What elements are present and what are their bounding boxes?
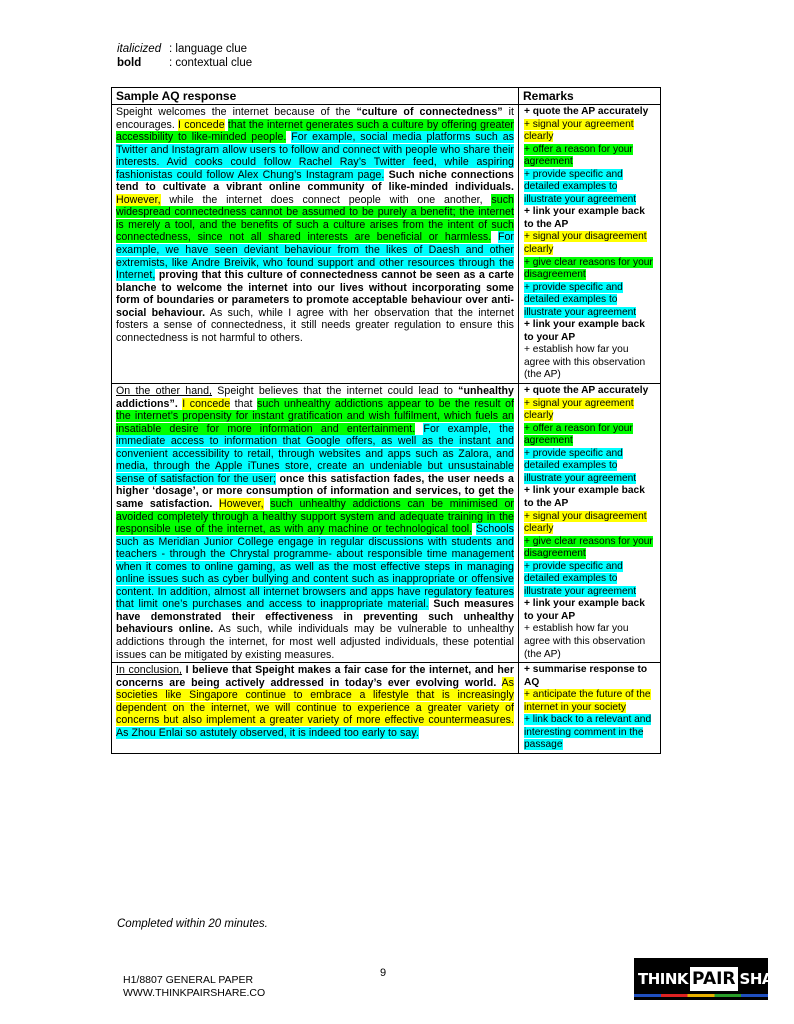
header-remarks: Remarks <box>519 88 661 105</box>
remark-item <box>524 319 655 344</box>
text-segment: As such, while I agree with her observation that the internet fosters a sense of connectedness, it still needs greater regulation to ensure this connectedness is not harmful to others. <box>116 306 514 344</box>
remark-item <box>524 206 655 231</box>
text-segment: that <box>230 397 257 410</box>
bold-text: “unhealthy addictions”. <box>116 385 514 410</box>
remark-item <box>524 714 655 752</box>
remark-item <box>524 423 655 448</box>
thinkpairshare-logo <box>634 958 794 1000</box>
bold-text: Such niche connections tend to cultivate a vibrant online community of like-minded individuals. <box>116 168 514 194</box>
highlight-green: + give clear reasons for your disagreement <box>524 256 653 281</box>
legend <box>117 42 252 70</box>
remark-item <box>524 448 655 486</box>
highlight-yellow: However, <box>219 497 264 510</box>
legend-key-italic: italicized <box>117 43 162 55</box>
table-row <box>112 105 661 384</box>
text-segment: Speight welcomes the internet because of the <box>116 106 357 118</box>
highlight-green: + offer a reason for your agreement <box>524 422 633 447</box>
highlight-cyan: For example, we have seen deviant behaviour from the likes of Daesh and other extremists, like Andre Breivik, who found support and other resources through the Internet, <box>116 231 514 282</box>
bold-text: + link your example back to the AP <box>524 485 645 509</box>
highlight-cyan: For example, the immediate access to information that Google offers, as well as the instant and convenient accessibility to retail, through websites and apps such as Zalora, and media, through the Apple iTunes store, create an undeniable but unsustainable sense of satisfaction for the user; <box>116 422 514 485</box>
remark-item <box>524 511 655 536</box>
table-row <box>112 663 661 754</box>
text-segment: + establish how far you agree with this observation (the AP) <box>524 623 646 660</box>
remarks-cell <box>519 105 661 384</box>
logo-share: SHARE <box>739 970 794 988</box>
highlight-yellow: As societies like Singapore continue to embrace a lifestyle that is increasingly dependent on the internet, we will continue to experience a greater variety of concerns but also implement a greater variety of more effective countermeasures. <box>116 676 514 727</box>
footer-url: WWW.THINKPAIRSHARE.CO <box>123 987 266 999</box>
highlight-green: such unhealthy addictions appear to be the result of the internet’s propensity for instant gratification and wish fulfilment, which fuels an insatiable desire for more information and entertainment. <box>116 397 515 435</box>
highlight-yellow: + signal your agreement clearly <box>524 118 634 143</box>
legend-row-italic <box>117 42 252 56</box>
underlined-text: On the other hand, <box>116 385 213 398</box>
header-response: Sample AQ response <box>112 88 519 105</box>
remark-item <box>524 398 655 423</box>
highlight-yellow: However, <box>116 193 161 206</box>
bold-text: proving that this culture of connectedness cannot be seen as a carte blanche to welcome the internet into our lives without incorporating some form of boundaries or parameters to promote acceptable behaviour over anti-social behaviour. <box>116 269 514 319</box>
remark-item <box>524 231 655 256</box>
bold-text: + summarise response to AQ <box>524 664 648 688</box>
footer-course: H1/8807 GENERAL PAPER <box>123 974 254 986</box>
bold-text: Such measures have demonstrated their effectiveness in preventing such unhealthy behaviours online. <box>116 598 514 636</box>
highlight-cyan: + provide specific and detailed examples to illustrate your agreement <box>524 447 637 484</box>
sample-aq-table <box>111 87 661 754</box>
highlight-yellow: + signal your agreement clearly <box>524 397 634 422</box>
text-segment: it encourages. <box>116 106 514 131</box>
completion-note: Completed within 20 minutes. <box>117 918 268 930</box>
highlight-cyan: + provide specific and detailed examples to illustrate your agreement <box>524 168 637 205</box>
table-header-row <box>112 88 661 105</box>
highlight-green: + offer a reason for your agreement <box>524 143 633 168</box>
logo-think: THINK <box>638 970 689 988</box>
response-cell <box>112 105 519 384</box>
text-segment: Speight believes that the internet could lead to <box>212 385 459 398</box>
highlight-yellow: I concede <box>182 397 231 410</box>
remark-item <box>524 257 655 282</box>
remark-item <box>524 385 655 398</box>
remark-item <box>524 169 655 207</box>
bold-text: once this satisfaction fades, the user needs a higher ‘dosage’, or more consumption of information and services, to get the same satisfaction. <box>116 472 514 510</box>
highlight-green: such widespread connectedness cannot be assumed to be purely a benefit; the internet is merely a tool, and the benefits of such a culture arises from the intent of such connectedness, since not all shared interests are beneficial or harmless. <box>116 193 514 244</box>
page-number: 9 <box>380 967 387 979</box>
remark-item <box>524 106 655 119</box>
text-segment <box>491 231 498 243</box>
remark-item <box>524 561 655 599</box>
text-segment: while the internet does connect people with one another, <box>160 193 492 206</box>
remark-item <box>524 598 655 623</box>
logo-pair: PAIR <box>692 969 736 989</box>
bold-text: + link your example back to the AP <box>524 206 645 230</box>
bold-text: I believe that Speight makes a fair case for the internet, and her concerns are being actively addressed in today’s ever evolving world. <box>116 664 514 689</box>
remarks-cell <box>519 384 661 663</box>
bold-text: + link your example back to your AP <box>524 319 645 343</box>
highlight-cyan: As Zhou Enlai so astutely observed, it is indeed too early to say. <box>116 726 419 739</box>
highlight-cyan: Schools such as Meridian Junior College engage in regular discussions with students and teachers - through the Chrystal programme- about responsible time management when it comes to online gaming, as well as the most effective steps in managing online issues such as cyber bullying and content such as inappropriate or offensive content. In addition, almost all internet browsers and apps have regulatory features that limit one’s purchases and access to inappropriate material. <box>116 523 514 611</box>
highlight-green: such unhealthy addictions can be minimised or avoided completely through a healthy support system and adequate training in the responsible use of the internet, as with any machine or technological tool. <box>116 497 514 536</box>
legend-key-bold: bold <box>117 57 142 69</box>
highlight-cyan: + link back to a relevant and interesting comment in the passage <box>524 714 652 751</box>
bold-text: + quote the AP accurately <box>524 106 649 117</box>
highlight-cyan: + provide specific and detailed examples to illustrate your agreement <box>524 560 637 597</box>
highlight-cyan: + provide specific and detailed examples to illustrate your agreement <box>524 281 637 318</box>
legend-value-bold: : contextual clue <box>169 57 253 69</box>
highlight-green: + give clear reasons for your disagreement <box>524 535 653 560</box>
table-row <box>112 384 661 663</box>
bold-text: “culture of connectedness” <box>356 106 503 118</box>
highlight-cyan: For example, social media platforms such as Twitter and Instagram allow users to follow and connect with people who share their interests. Avid cooks could follow Rachel Ray’s Twitter feed, while aspiring fashionistas could follow Alex Chung’s Instagram page. <box>116 131 514 181</box>
remark-item <box>524 689 655 714</box>
remark-item <box>524 119 655 144</box>
highlight-yellow: + signal your disagreement clearly <box>524 231 647 256</box>
legend-row-bold <box>117 56 252 70</box>
bold-text: + link your example back to your AP <box>524 598 645 622</box>
response-cell <box>112 663 519 754</box>
remark-item <box>524 623 655 661</box>
remark-item <box>524 144 655 169</box>
legend-value-italic: : language clue <box>169 43 248 55</box>
remarks-cell <box>519 663 661 754</box>
text-segment: As such, while individuals may be vulnerable to unhealthy addictions through the internet, for most well adjusted individuals, these potential issues can be mitigated by existing measures. <box>116 623 514 661</box>
highlight-yellow: + signal your disagreement clearly <box>524 510 647 535</box>
remark-item <box>524 344 655 382</box>
highlight-green: that the internet generates such a culture by offering greater accessibility to like-minded people. <box>116 118 515 144</box>
footer-info <box>123 974 265 1000</box>
highlight-yellow: + anticipate the future of the internet in your society <box>524 689 651 713</box>
text-segment: + establish how far you agree with this observation (the AP) <box>524 344 646 381</box>
highlight-yellow: I concede <box>178 118 225 131</box>
text-segment <box>496 677 501 689</box>
logo-stripe <box>634 994 768 997</box>
underlined-text: In conclusion, <box>116 664 183 677</box>
remark-item <box>524 282 655 320</box>
remark-item <box>524 485 655 510</box>
remark-item <box>524 664 655 689</box>
response-cell <box>112 384 519 663</box>
bold-text: + quote the AP accurately <box>524 385 649 397</box>
remark-item <box>524 536 655 561</box>
